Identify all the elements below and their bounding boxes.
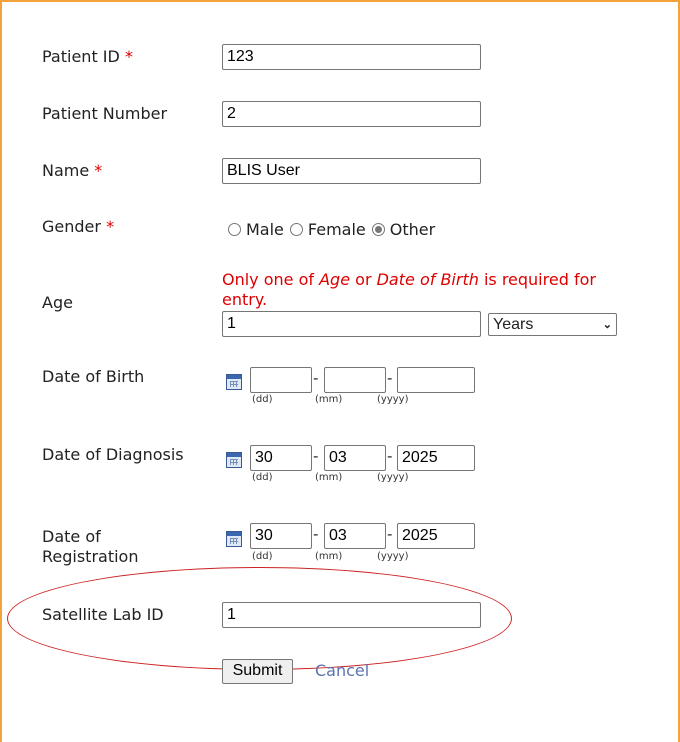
warning-dob-text: Date of Birth [376,270,479,289]
gender-radio-group [228,218,441,240]
satellite-lab-id-label: Satellite Lab ID [42,605,164,624]
date-separator: - [387,369,393,387]
patient-id-label [42,47,133,67]
mm-hint: (mm) [315,394,343,405]
gender-label-text: Gender [42,217,101,236]
dd-hint: (dd) [252,472,273,483]
registration-year-input[interactable] [397,523,475,549]
date-separator: - [313,369,319,387]
age-input[interactable] [222,311,481,337]
dob-month-input[interactable] [324,367,386,393]
age-dob-warning [222,270,622,310]
dd-hint: (dd) [252,551,273,562]
date-of-birth-label: Date of Birth [42,367,145,386]
dob-year-input[interactable] [397,367,475,393]
name-label-text: Name [42,161,90,180]
registration-month-input[interactable] [324,523,386,549]
yyyy-hint: (yyyy) [377,472,409,483]
gender-label [42,217,114,237]
diagnosis-month-input[interactable] [324,445,386,471]
gender-male-radio[interactable] [228,223,241,236]
date-of-registration-label [42,527,138,567]
patient-id-label-text: Patient ID [42,47,120,66]
calendar-icon[interactable] [226,531,242,547]
dd-hint: (dd) [252,394,273,405]
name-label [42,161,102,181]
satellite-lab-id-input[interactable] [222,602,481,628]
warning-age-text: Age [319,270,351,289]
yyyy-hint: (yyyy) [377,551,409,562]
date-separator: - [313,447,319,465]
warning-text: Only one of [222,270,320,289]
calendar-icon[interactable] [226,374,242,390]
age-unit-select[interactable] [488,313,617,336]
submit-button[interactable]: Submit [222,659,293,684]
required-mark: * [124,47,133,66]
dob-day-input[interactable] [250,367,312,393]
patient-number-input[interactable] [222,101,481,127]
date-separator: - [387,447,393,465]
date-of-diagnosis-label: Date of Diagnosis [42,445,184,464]
mm-hint: (mm) [315,472,343,483]
patient-id-input[interactable] [222,44,481,70]
age-unit-value: Years [493,315,534,333]
diagnosis-day-input[interactable] [250,445,312,471]
required-mark: * [94,161,103,180]
registration-label-line2: Registration [42,547,139,566]
warning-text: or [350,270,377,289]
age-label: Age [42,293,73,312]
mm-hint: (mm) [315,551,343,562]
gender-female-radio[interactable] [290,223,303,236]
gender-other-label[interactable]: Other [389,219,436,239]
required-mark: * [106,217,115,236]
registration-day-input[interactable] [250,523,312,549]
gender-other-radio[interactable] [372,223,385,236]
yyyy-hint: (yyyy) [377,394,409,405]
gender-male-label[interactable]: Male [246,219,284,239]
date-separator: - [387,525,393,543]
registration-label-line1: Date of [42,527,101,546]
cancel-link[interactable]: Cancel [315,661,370,680]
warning-text: is required for entry. [222,270,596,309]
name-input[interactable] [222,158,481,184]
patient-number-label: Patient Number [42,104,168,123]
gender-female-label[interactable]: Female [307,219,366,239]
calendar-icon[interactable] [226,452,242,468]
diagnosis-year-input[interactable] [397,445,475,471]
chevron-down-icon: ⌄ [602,319,612,331]
date-separator: - [313,525,319,543]
